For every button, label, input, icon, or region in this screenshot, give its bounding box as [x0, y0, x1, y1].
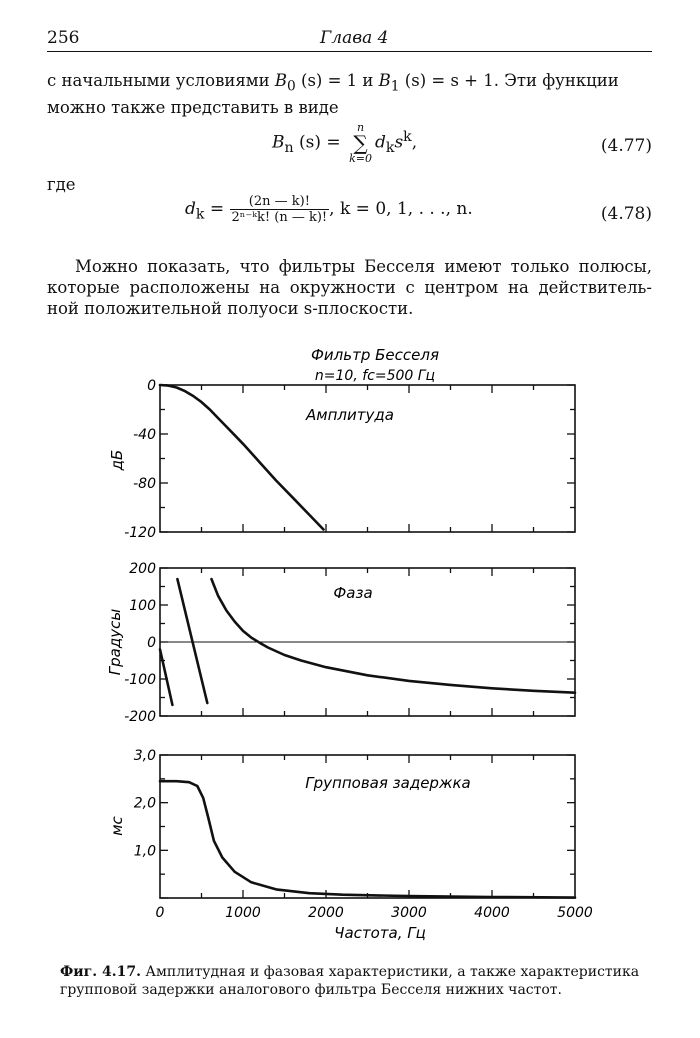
caption-text: Амплитудная и фазовая характеристики, а также характеристика групповой задержки аналогового фильтра Бесселя нижних частот. — [60, 964, 640, 998]
sum-top: n — [356, 121, 365, 134]
panel-3-ytick-label: 3,0 — [133, 748, 156, 764]
panel-2-title: Фаза — [333, 584, 373, 602]
running-head: Глава 4 — [320, 28, 389, 48]
caption-label: Фиг. 4.17. — [60, 964, 141, 980]
figure-title-line2: n=10, fc=500 Гц — [314, 368, 436, 384]
panel-2-series-1 — [160, 649, 172, 705]
eq477-comma: , — [411, 132, 418, 153]
eq477-rhs-s: s — [394, 132, 404, 153]
eq477-lhs: B — [272, 132, 285, 153]
eq478-lhs: d — [185, 199, 196, 219]
sum-bottom: k=0 — [349, 152, 372, 165]
eq477-rhs-sub: k — [385, 139, 395, 156]
figure-title-line1: Фильтр Бесселя — [311, 346, 439, 364]
equation-number-4-77: (4.77) — [600, 136, 652, 156]
para1-text-a: с начальными условиями — [47, 71, 275, 90]
panel-3-xtick-label: 2000 — [308, 905, 344, 921]
eq477-rhs-sup: k — [403, 128, 412, 145]
panel-2-ytick-label: 200 — [129, 561, 156, 577]
panel-1-series-1 — [160, 385, 324, 530]
panel-3-xtick-label: 5000 — [557, 905, 593, 921]
panel-1-ytick-label: -40 — [133, 427, 156, 443]
panel-2-ylabel: Градусы — [106, 608, 124, 676]
equation-number-4-78: (4.78) — [600, 204, 652, 224]
b0-symbol: B — [274, 71, 288, 90]
panel-3-xtick-label: 0 — [155, 905, 165, 921]
b1-symbol: B — [378, 71, 391, 90]
panel-1-title: Амплитуда — [306, 406, 394, 424]
eq478-tail: , k = 0, 1, . . ., n. — [329, 199, 473, 219]
panel-3-xtick-label: 1000 — [225, 905, 261, 921]
para1-arg: (s) = 1 и — [295, 71, 379, 90]
panel-3-title: Групповая задержка — [305, 774, 471, 792]
para1-line2: можно также представить в виде — [47, 98, 339, 118]
panel-2-series-2 — [177, 579, 207, 703]
panel-2-ytick-label: -200 — [124, 709, 156, 725]
figure-caption — [60, 963, 660, 999]
panel-3-xtick-label: 4000 — [474, 905, 510, 921]
panel-1-ylabel: дБ — [108, 449, 126, 471]
b1-sub: 1 — [390, 78, 400, 95]
eq477-lhs-sub: n — [284, 139, 294, 156]
b0-sub: 0 — [287, 78, 296, 95]
x-axis-label: Частота, Гц — [334, 924, 426, 942]
para1-text-b: (s) = s + 1. Эти функции — [399, 71, 619, 90]
eq477-lhs-arg: (s) = — [293, 132, 341, 153]
page-number: 256 — [47, 28, 80, 48]
eq478-denominator: 2ⁿ⁻ᵏk! (n — k)! — [231, 210, 328, 225]
sigma-symbol: ∑ — [353, 131, 368, 155]
panel-3-ylabel: мс — [108, 816, 126, 836]
eq478-numerator: (2n — k)! — [230, 194, 330, 210]
panel-3-ytick-label: 2,0 — [133, 795, 156, 812]
panel-3-ytick-label: 1,0 — [133, 843, 156, 860]
where-word: где — [47, 175, 76, 194]
panel-3-xtick-label: 3000 — [391, 905, 427, 921]
panel-2-ytick-label: -100 — [124, 672, 156, 688]
panel-3-series-1 — [160, 781, 575, 897]
paragraph-2: Можно показать, что фильтры Бесселя имеют только полюсы, которые расположены на окружности с центром на действитель-ной положительной полуоси s-плоскости. — [47, 257, 652, 318]
panel-1-ytick-label: -120 — [124, 525, 156, 541]
panel-1-ytick-label: -80 — [133, 476, 156, 492]
eq477-rhs: d — [374, 132, 386, 153]
panel-2-ytick-label: 100 — [129, 598, 156, 614]
eq478-lhs-sub: k — [195, 206, 205, 223]
eq478-eq: = — [204, 199, 230, 219]
panel-1-ytick-label: 0 — [147, 378, 156, 394]
panel-2-series-3 — [212, 579, 576, 693]
panel-2-ytick-label: 0 — [147, 635, 156, 651]
